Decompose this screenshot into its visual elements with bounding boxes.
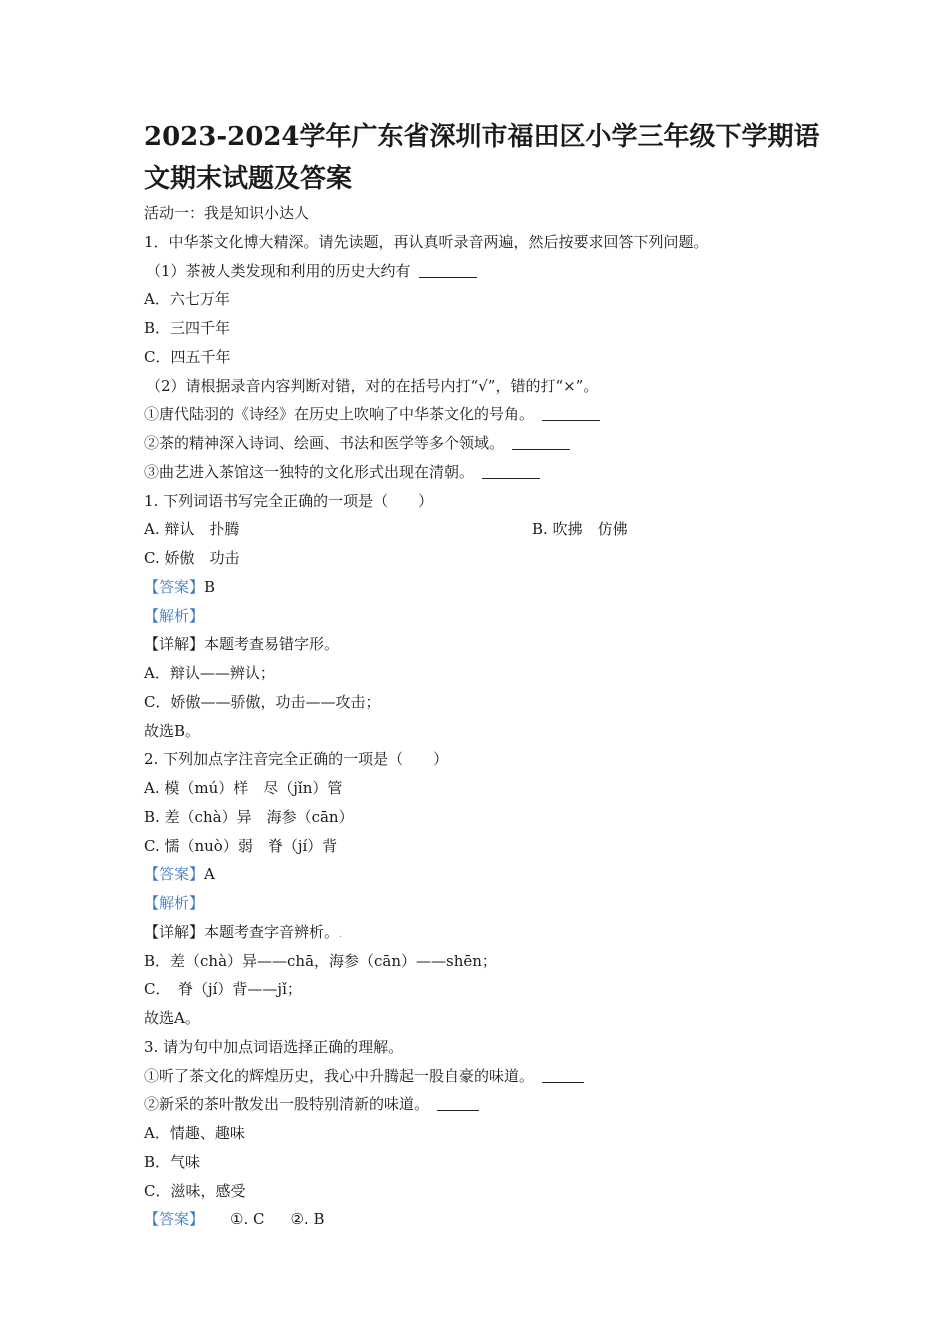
q1-detail-line-1: A．辩认——辨认； <box>144 664 275 682</box>
option-a: A．六七万年 <box>144 290 230 309</box>
q2-detail-line-1: B．差（chà）异——chā，海参（cān）——shēn； <box>144 951 497 970</box>
judge-item-1-text: ①唐代陆羽的《诗经》在历史上吹响了中华茶文化的号角。 <box>144 405 535 424</box>
q3-sentence-1 <box>144 1062 824 1091</box>
q2-analysis <box>144 889 824 918</box>
q3-option-a: A．情趣、趣味 <box>144 1124 245 1142</box>
question-listen: 1．中华茶文化博大精深。请先读题，再认真听录音两遍，然后按要求回答下列问题。 <box>144 232 709 251</box>
analysis-tag: 【解析】 <box>144 606 205 625</box>
option-c: C．四五千年 <box>144 347 231 366</box>
answer-tag: 【答案】 <box>144 1210 205 1229</box>
q1-analysis <box>144 602 824 631</box>
q2-conclusion: 故选A。 <box>144 1009 200 1027</box>
q1-option-a: 辩认 扑腾 <box>164 520 240 539</box>
q1-detail-text: 本题考查易错字形。 <box>204 635 340 654</box>
answer-tag: 【答案】 <box>144 577 205 596</box>
q3-answer-2: ②. B <box>290 1210 325 1229</box>
question-2: 2. 下列加点字注音完全正确的一项是（ ） <box>144 750 449 769</box>
judge-item-3 <box>144 458 824 487</box>
q3-option-c: C．滋味，感受 <box>144 1181 246 1200</box>
q1-option-b: 吹拂 仿佛 <box>552 520 628 539</box>
q3-sentence-1-text: ①听了茶文化的辉煌历史，我心中升腾起一股自豪的味道。 <box>144 1066 535 1085</box>
sub-question-2: （2）请根据录音内容判断对错，对的在括号内打“√”，错的打“×”。 <box>146 376 599 395</box>
judge-item-3-text: ③曲艺进入茶馆这一独特的文化形式出现在清朝。 <box>144 462 475 481</box>
q1-option-b-wrap <box>532 515 628 544</box>
detail-tag: 【详解】 <box>144 922 205 941</box>
q3-answer-1: ①. C <box>230 1210 265 1229</box>
q1-option-c: 娇傲 功击 <box>164 549 240 567</box>
q1-answer <box>144 573 824 602</box>
q1-conclusion: 故选B。 <box>144 721 201 740</box>
q2-option-b: B. 差（chà）异 海参（cān） <box>144 807 354 826</box>
judge-item-1 <box>144 400 824 429</box>
answer-tag: 【答案】 <box>144 865 205 884</box>
question-1: 1. 下列词语书写完全正确的一项是（ ） <box>144 491 434 510</box>
q2-detail <box>144 918 824 947</box>
stray-mark: . <box>339 929 342 940</box>
detail-tag: 【详解】 <box>144 635 205 654</box>
answer-blank <box>419 276 477 278</box>
document-body <box>144 199 824 1234</box>
q2-answer-value: A <box>204 865 215 884</box>
answer-blank <box>512 448 570 450</box>
q3-sentence-2-text: ②新采的茶叶散发出一股特别清新的味道。 <box>144 1095 430 1114</box>
answer-blank <box>542 419 600 421</box>
answer-blank <box>542 1081 584 1083</box>
question-3: 3. 请为句中加点词语选择正确的理解。 <box>144 1037 404 1056</box>
q1-answer-value: B <box>204 577 216 596</box>
q2-detail-line-2: C． 脊（jí）背——jǐ； <box>144 980 302 999</box>
judge-item-2-text: ②茶的精神深入诗词、绘画、书法和医学等多个领域。 <box>144 434 505 452</box>
question-1-options-ab <box>144 515 824 544</box>
q1-option-a-label: A. <box>144 520 165 539</box>
sub-question-1-text: （1）茶被人类发现和利用的历史大约有 <box>146 261 411 280</box>
activity-heading: 活动一：我是知识小达人 <box>144 204 310 222</box>
q3-answer <box>144 1205 824 1234</box>
q1-option-b-label: B. <box>532 520 553 539</box>
q3-option-b: B．气味 <box>144 1152 201 1171</box>
analysis-tag: 【解析】 <box>144 894 205 912</box>
answer-blank <box>482 477 540 479</box>
question-1-option-c <box>144 544 824 573</box>
q2-option-c: C. 懦（nuò）弱 脊（jí）背 <box>144 836 338 855</box>
q3-sentence-2 <box>144 1090 824 1119</box>
q2-detail-text: 本题考查字音辨析。 <box>204 922 340 941</box>
answer-blank <box>437 1109 479 1111</box>
judge-item-2 <box>144 429 824 458</box>
q1-option-c-label: C. <box>144 549 165 567</box>
q1-detail <box>144 630 824 659</box>
document-title: 2023-2024学年广东省深圳市福田区小学三年级下学期语文期末试题及答案 <box>144 122 820 194</box>
option-b: B．三四千年 <box>144 319 231 337</box>
q2-option-a: A. 模（mú）样 尽（jǐn）管 <box>144 779 343 797</box>
q2-answer <box>144 860 824 889</box>
q1-detail-line-2: C．娇傲——骄傲，功击——攻击； <box>144 692 381 711</box>
sub-question-1 <box>144 257 824 286</box>
